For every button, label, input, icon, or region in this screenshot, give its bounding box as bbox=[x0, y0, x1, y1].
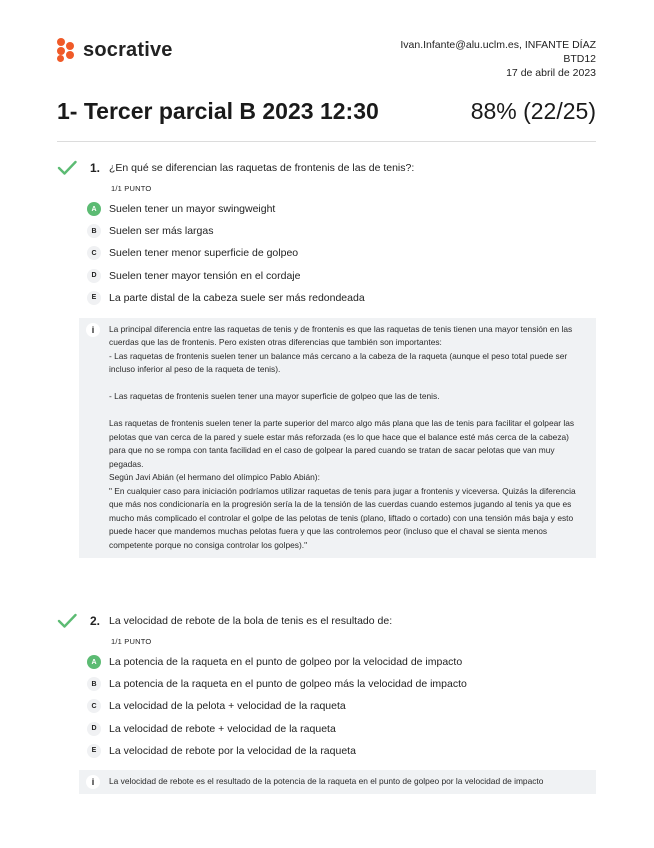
question-number: 2. bbox=[90, 614, 101, 628]
logo-mark-icon bbox=[57, 38, 78, 62]
answer-text: La velocidad de rebote + velocidad de la raqueta bbox=[109, 722, 336, 735]
answer-letter: C bbox=[87, 699, 101, 713]
answer-option bbox=[57, 291, 596, 313]
explanation-text: La principal diferencia entre las raquetas de tenis y de frontenis es que las raquetas de tenis tienen una mayor tensión en las cuerdas que las de frontenis. Pero existen otras diferencias que también son importantes: - Las raquetas de frontenis suelen tener un balance más cercano a la cabeza de la raqueta (aunque el peso total puede ser incluso inferior al peso de la raqueta de tenis). - Las raquetas de frontenis suelen tener una mayor superficie de golpeo que las de tenis. Las raquetas de frontenis suelen tener la parte superior del marco algo más plana que las de tenis para facilitar el golpear las pelotas que van cerca de la pared y suele estar más reforzada (es lo que hace que el balance esté más cerca de la cabeza) para que no se rompa con tanta facilidad en el caso de golpear la pared cuando se tratan de sacar pelotas que van muy pegadas. Según Javi Abián (el hermano del olímpico Pablo Abián): " En cualquier caso para iniciación podríamos utilizar raquetas de tenis para jugar a frontenis y viceversa. Quizás la diferencia que más nos condicionaría en la progresión sería la de la tensión de las cuerdas cuando estemos jugando al tenis ya que es mucho más complicado el controlar el golpe de las pelotas de tenis (plano, liftado o cortado) con una tensión más baja y esto puede hacer que mandemos muchas pelotas fuera y que las controlemos peor (incluso que el chaval se sienta menos competente porque no consiga controlar los golpes)." bbox=[109, 323, 576, 550]
answer-list bbox=[57, 202, 596, 313]
answer-text: La potencia de la raqueta en el punto de golpeo por la velocidad de impacto bbox=[109, 656, 463, 668]
answer-text: La velocidad de la pelota + velocidad de la raqueta bbox=[109, 700, 346, 713]
student-info bbox=[400, 38, 596, 80]
question-text: La velocidad de rebote de la bola de tenis es el resultado de: bbox=[109, 615, 393, 627]
explanation-panel bbox=[79, 318, 596, 559]
question-2 bbox=[57, 613, 596, 794]
answer-option bbox=[57, 699, 596, 721]
answer-letter: E bbox=[87, 744, 101, 758]
student-class: BTD12 bbox=[563, 53, 596, 65]
answer-option bbox=[57, 655, 596, 677]
answer-option bbox=[57, 677, 596, 699]
logo-text: socrative bbox=[83, 38, 173, 61]
info-icon: i bbox=[86, 323, 100, 337]
answer-text: Suelen ser más largas bbox=[109, 225, 214, 238]
answer-text: La parte distal de la cabeza suele ser más redondeada bbox=[109, 291, 365, 304]
answer-text: Suelen tener mayor tensión en el cordaje bbox=[109, 269, 301, 282]
answer-option bbox=[57, 269, 596, 291]
student-user: Ivan.Infante@alu.uclm.es, INFANTE DÍAZ bbox=[400, 39, 596, 51]
answer-text: La potencia de la raqueta en el punto de golpeo más la velocidad de impacto bbox=[109, 678, 467, 691]
answer-list bbox=[57, 655, 596, 766]
socrative-logo bbox=[57, 38, 173, 62]
question-text: ¿En qué se diferencian las raquetas de frontenis de las de tenis?: bbox=[109, 162, 415, 174]
answer-option bbox=[57, 202, 596, 224]
answer-letter-correct: A bbox=[87, 202, 101, 216]
question-points: 1/1 PUNTO bbox=[111, 637, 152, 646]
question-points: 1/1 PUNTO bbox=[111, 184, 152, 193]
check-icon bbox=[57, 160, 77, 176]
check-icon bbox=[57, 613, 77, 629]
question-1 bbox=[57, 160, 596, 558]
answer-option bbox=[57, 722, 596, 744]
answer-text: Suelen tener un mayor swingweight bbox=[109, 203, 276, 215]
answer-letter: D bbox=[87, 722, 101, 736]
answer-letter: D bbox=[87, 269, 101, 283]
answer-letter: B bbox=[87, 677, 101, 691]
answer-option bbox=[57, 246, 596, 268]
explanation-panel bbox=[79, 770, 596, 795]
answer-option bbox=[57, 744, 596, 766]
quiz-score: 88% (22/25) bbox=[470, 98, 596, 124]
answer-option bbox=[57, 224, 596, 246]
answer-letter-correct: A bbox=[87, 655, 101, 669]
answer-letter: E bbox=[87, 291, 101, 305]
info-icon: i bbox=[86, 775, 100, 789]
explanation-text: La velocidad de rebote es el resultado de la potencia de la raqueta en el punto de golpeo por la velocidad de impacto bbox=[109, 775, 544, 786]
divider bbox=[57, 141, 596, 142]
question-number: 1. bbox=[90, 161, 101, 175]
quiz-title: 1- Tercer parcial B 2023 12:30 bbox=[57, 98, 379, 124]
answer-text: La velocidad de rebote por la velocidad de la raqueta bbox=[109, 744, 356, 757]
answer-text: Suelen tener menor superficie de golpeo bbox=[109, 247, 299, 260]
answer-letter: B bbox=[87, 224, 101, 238]
answer-letter: C bbox=[87, 246, 101, 260]
report-date: 17 de abril de 2023 bbox=[506, 67, 596, 79]
